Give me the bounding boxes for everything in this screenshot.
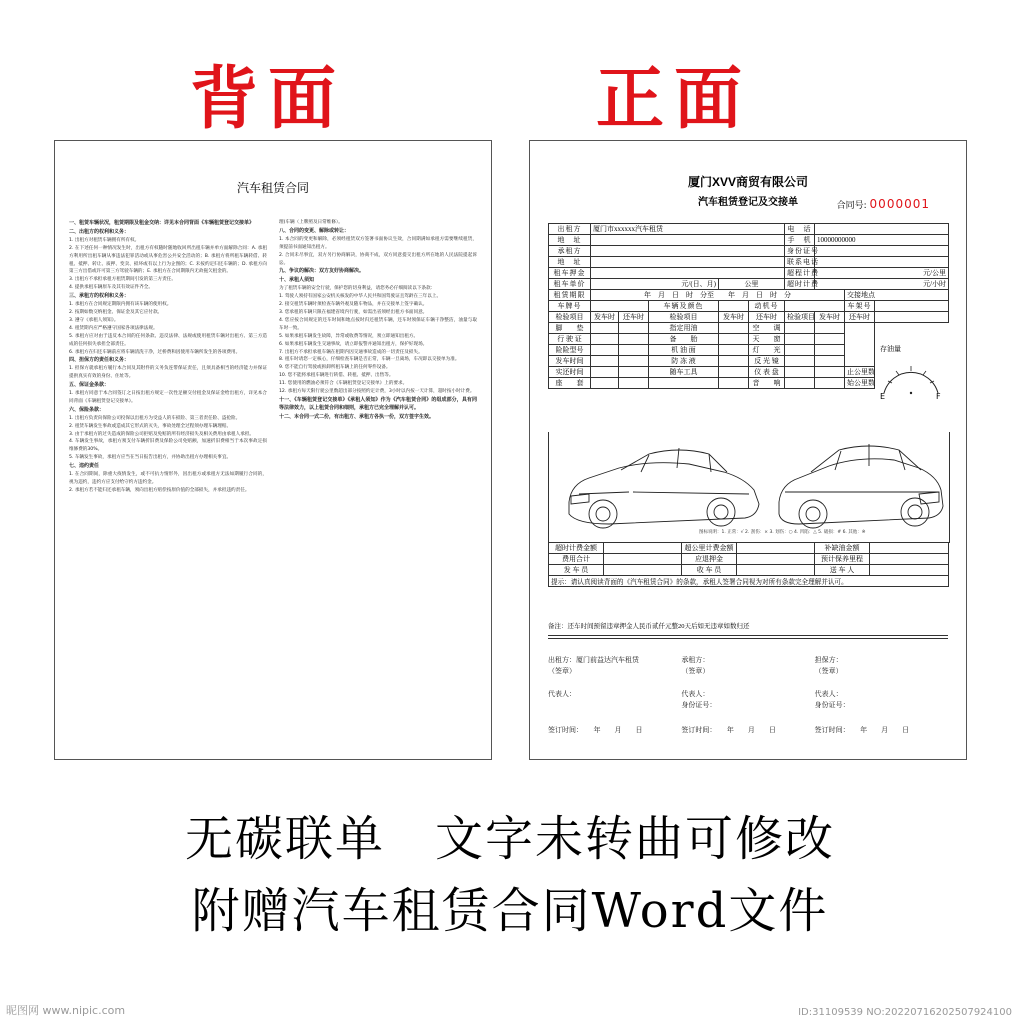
- contract-paragraph: 2. 承租方若不能归还承租车辆，须向出租方赔偿按原价值的全部损失，并承担违约责任。: [69, 487, 250, 493]
- contract-paragraph: 1. 承租方同意于本合同签订之日按出租方规定一次性足额交付租金及保证金给出租方，详见本合同背面《车辆租赁登记交接单》。: [69, 391, 267, 404]
- sign-date-label: 签订时间： 年 月 日: [548, 726, 643, 734]
- stamp-label: （签章）: [548, 667, 576, 675]
- stamp-label: （签章）: [814, 667, 843, 675]
- contract-right-column: [279, 219, 477, 747]
- check-items-header-1: 检验项目: [549, 312, 591, 323]
- contact-phone-label: 联系电话: [785, 257, 815, 268]
- contract-paragraph: 八、合同的变更、解除或转让：: [279, 227, 350, 234]
- check-item: 天 窗: [749, 334, 785, 345]
- representative-label: 代表人：: [681, 690, 710, 698]
- check-items-header-3: 检验项目: [785, 312, 815, 323]
- depart-header-1: 发车时: [591, 312, 619, 323]
- signature-guarantor: 担保方：: [814, 656, 843, 664]
- contract-paragraph: 九、争议的解决：双方友好协商解决。: [279, 268, 365, 275]
- contract-paragraph: 6. 承租方在归还车辆前应将车辆清洗干净，过桥费和因使用车辆所发生的各项费用。: [69, 349, 241, 355]
- car-diagram-area: [548, 432, 950, 543]
- address-label: 地 址: [549, 235, 591, 246]
- lessee-label: 承租方: [549, 246, 591, 257]
- back-side-label: 背面: [190, 60, 347, 139]
- contract-paragraph: 4. 租赁期内应严格遵守国家各项法律法规。: [69, 325, 158, 331]
- fee-table: [548, 542, 949, 587]
- contract-paragraph: 5. 车辆发生事故，承租方应当在当日报告出租方，并协助出租方办理相关事宜。: [69, 455, 232, 461]
- check-item: 行 驶 证: [549, 334, 591, 345]
- signature-lessee: 承租方：: [681, 656, 710, 664]
- contract-paragraph: 6. 如果承租车辆发生交通事故，请立即报警并通知出租方，保护好现场。: [279, 341, 428, 347]
- contract-paragraph: 4. 车辆发生事故，承租方须支付车辆折旧费及保险公司免赔额，加速折旧费相当于本次事故定损维修费的30%。: [69, 439, 267, 453]
- staff-label: 发 车 员: [549, 565, 604, 576]
- contract-paragraph: 一、租赁车辆状况，租赁期限及租金交纳：详见本合同背面《车辆租赁登记交接单》: [69, 220, 255, 226]
- contract-paragraph: 二、出租方的权利和义务：: [69, 228, 130, 235]
- lessor-label: 出租方: [549, 224, 591, 235]
- check-items-header-2: 检验项目: [649, 312, 719, 323]
- contract-paragraph: 十一、《车辆租赁登记交接单》《承租人须知》作为《汽车租赁合同》的组成部分，具有同等法律效力，以上租赁合同和细则，承租方已完全理解并认可。: [279, 396, 477, 411]
- plate-label: 车牌号: [549, 301, 591, 312]
- id-label: 身份证号: [785, 246, 815, 257]
- check-item: 实还时间: [549, 367, 591, 378]
- contract-paragraph: 10. 您不能将承租车辆进行转借、转租、抵押、出售等。: [279, 373, 394, 379]
- check-item: 机 油 面: [649, 345, 719, 356]
- contract-paragraph: 2. 合同未尽事宜，双方另行协商解决，协商不成，双方同意提交出租方所在地的人民法院提起诉讼。: [279, 252, 477, 266]
- contract-paragraph: 1. 出租方对租赁车辆拥有所有权。: [69, 237, 140, 243]
- contract-paragraph: 六、保险条款：: [69, 406, 105, 413]
- return-header-2: 还车时: [749, 312, 785, 323]
- check-item: 备 胎: [649, 334, 719, 345]
- start-km-label: 止公里数: [845, 367, 875, 378]
- over-km-label: 超程计费: [785, 268, 815, 279]
- representative-label: 代表人：: [814, 690, 843, 698]
- sign-date-label: 签订时间： 年 月 日: [681, 726, 776, 734]
- contract-paragraph: 2. 租赁车辆发生事故或造成其它形式的灭失，事故处理全过程须办理车辆理赔。: [69, 423, 232, 429]
- check-item: 脚 垫: [549, 323, 591, 334]
- id-number-row: [548, 700, 948, 710]
- contract-paragraph: 5. 如果承租车辆发生故障，异常或收费等情况，须立即通知出租方。: [279, 333, 419, 339]
- stamp-label: （签章）: [681, 667, 710, 675]
- remark-text: 备注：还车时间预留违章押金人民币贰仟元整20天后如无违章如数归还: [548, 623, 750, 630]
- check-item: 座 套: [549, 378, 591, 389]
- contract-number: [837, 197, 930, 211]
- contract-paragraph: 4. 提供承租车辆原车及其有效证件齐全。: [69, 285, 153, 291]
- fuel-gauge: [876, 341, 946, 401]
- contract-number-label: 合同号:: [836, 201, 867, 211]
- contract-paragraph: 3. 出租方不承担承租方租赁期间引发的第三方责任。: [69, 277, 176, 283]
- contract-back-sheet: [54, 140, 492, 760]
- contract-paragraph: 7. 出租方不承担承租车辆在租期内因交通事故造成的一切责任及损失。: [279, 349, 423, 355]
- contract-title: 汽车租赁合同: [236, 181, 309, 195]
- watermark-left: 昵图网 www.nipic.com: [6, 1004, 126, 1017]
- contract-paragraph: 11. 您使用的燃油必须符合《车辆租赁登记交接单》上的要求。: [279, 381, 408, 387]
- contract-paragraph: 1. 担保方就承租方履行本合同及其附件的义务负连带保证责任，且须具备相当的经济能力并保证提供真实有效的身份、住址等。: [69, 366, 267, 380]
- contract-paragraph: 2. 按期如数交纳租金、保证金及其它应付款。: [69, 309, 163, 315]
- deposit-label: 租车押金: [549, 268, 591, 279]
- check-item: 指定用油: [649, 323, 719, 334]
- signature-lessor: 出租方：厦门前益达汽车租赁: [548, 656, 639, 664]
- slogan-line-1: 无碳联单 文字未转曲可修改: [184, 811, 835, 867]
- address2-label: 地 址: [549, 257, 591, 268]
- contract-paragraph: 2. 在下述任何一种情况发生时，出租方有权随时随地收回所出租车辆并单方面解除合同：A. 承租方利用所出租车辆从事违法犯罪活动或从事危害公共安全活动的；B. 承租方将所租车辆转借、转租、抵押、转让、质押、变卖、损坏或有以上行为企图的；C. 未按约定归还车辆的；D. 承租方向第三方出借或许可第三方驾驶车辆的；E. 承租方在合同期限内无故拖欠租金的。: [69, 245, 267, 275]
- mobile-value: 10000000000: [815, 235, 949, 246]
- phone-label: 电 话: [785, 224, 815, 235]
- check-item: 音 响: [749, 378, 785, 389]
- mobile-label: 手 机: [785, 235, 815, 246]
- fee-label: 补缺油金额: [815, 543, 870, 554]
- fee-label: 超公里计费金额: [682, 543, 737, 554]
- slogan-line-2: 附赠汽车租赁合同Word文件: [191, 883, 829, 939]
- check-item: 仪 表 盘: [749, 367, 785, 378]
- brand-color-label: 车辆及颜色: [649, 301, 719, 312]
- frame-label: 车架号: [845, 301, 875, 312]
- contract-paragraph: 3. 遵守《承租人须知》。: [69, 317, 119, 323]
- contract-paragraph: 1. 本合同的变更和解除，必须经租赁双方签署书面协议生效，合同期满如承租方需要继续租赁，须提前书面通知出租方。: [279, 236, 477, 250]
- front-side-label: 正面: [596, 60, 753, 139]
- lessor-value: 厦门市xxxxxx汽车租赁: [591, 224, 785, 235]
- id-number-label: 身份证号：: [681, 701, 717, 709]
- contract-paragraph: 七、违约责任: [69, 463, 100, 470]
- id-number-label: 身份证号：: [814, 701, 850, 709]
- check-item: 发车时间: [549, 356, 591, 367]
- check-item: 空 调: [749, 323, 785, 334]
- contract-paragraph: 十、承租人须知: [279, 277, 315, 284]
- depart-header-2: 发车时: [719, 312, 749, 323]
- return-header-1: 还车时: [619, 312, 649, 323]
- over-time-unit: 元/小时: [815, 279, 949, 290]
- contract-paragraph: 4. 您应按合同规定的还车时间和地点按时归还租赁车辆，还车时须保证车辆干净整洁，油量与取车时一致。: [279, 317, 477, 331]
- depart-header-3: 发车时: [815, 312, 845, 323]
- contract-paragraph: 理)车辆（上牌照及日常维修）。: [279, 220, 343, 225]
- fee-label: 预计保养里程: [815, 554, 870, 565]
- contract-paragraph: 12. 承租方每天限行驶公里数超出部分按照约定计费，3小时以内按一天计算，超时按小时计费。: [279, 389, 475, 395]
- fee-label: 费用合计: [549, 554, 604, 565]
- registration-front-sheet: [529, 140, 967, 760]
- check-item: 险险型号: [549, 345, 591, 356]
- contract-paragraph: 8. 租车时请您一定核心，仔细检查车辆是否正常，车辆一旦离场，车况即以交接单为准。: [279, 357, 460, 363]
- representative-label: 代表人：: [548, 690, 576, 698]
- contract-paragraph: 3. 您承租的车辆只限在福建省境内行驶，如需出省须经出租方书面同意。: [279, 309, 428, 315]
- unit-price-value: 元/(日、月): [591, 279, 719, 290]
- staff-label: 送 车 人: [815, 565, 870, 576]
- contract-paragraph: 1. 在合同期间，除重大疫情发生，或不可抗力情形外，因出租方或承租方无法如期履行合同的，视为违约，违约方应支付给守约方违约金。: [69, 472, 267, 485]
- unit-price-label: 租车单价: [549, 279, 591, 290]
- company-name: 厦门XVV商贸有限公司: [687, 175, 808, 189]
- fuel-level-cell: [875, 312, 949, 323]
- notice-text: 提示：请认真阅读背面的《汽车租赁合同》的条款，承租人签署合同视为对所有条款完全理解并认可。: [549, 576, 949, 587]
- staff-label: 收 车 员: [682, 565, 737, 576]
- contract-paragraph: 1. 驾驶人须持有国家公安机关核发的中华人民共和国驾驶证且驾龄在三年以上。: [279, 294, 442, 300]
- over-time-label: 超时计费: [785, 279, 815, 290]
- contract-paragraph: 9. 您不能自行驾驶或拆卸所租车辆上的任何零件设备。: [279, 365, 391, 371]
- contract-left-column: [69, 219, 267, 747]
- form-subtitle: 汽车租赁登记及交接单: [698, 197, 798, 208]
- over-km-unit: 元/公里: [815, 268, 949, 279]
- sign-date-label: 签订时间： 年 月 日: [814, 726, 910, 734]
- contract-paragraph: 1. 出租方负责向保险公司投保以出租方为受益人的车损险、第三者责任险、盗抢险。: [69, 415, 241, 421]
- fuel-empty-mark: E: [880, 392, 886, 401]
- fuel-full-mark: F: [936, 392, 941, 401]
- contract-paragraph: 3. 由于承租方的过失造成的保险公司拒赔及免赔的所有经济损失及相关费用由承租人承担。: [69, 431, 255, 437]
- check-item: 随车工具: [649, 367, 719, 378]
- id-number-label: [548, 700, 681, 710]
- contract-paragraph: 三、承租方的权利和义务：: [69, 293, 130, 300]
- contract-paragraph: 1. 承租方在合同规定期限内拥有该车辆的使用权。: [69, 302, 172, 308]
- km-label: 公里: [719, 279, 785, 290]
- fee-label: 超时计费金额: [549, 543, 604, 554]
- representative-row: [548, 689, 948, 699]
- check-item: 防 冻 液: [649, 356, 719, 367]
- fee-label: 应退押金: [682, 554, 737, 565]
- contract-paragraph: 十二、本合同一式二份，有出租方、承租方各执一份，双方签字生效。: [279, 413, 435, 420]
- date-row: [548, 725, 948, 735]
- contract-paragraph: 四、担保方的责任和义务：: [69, 357, 130, 364]
- handover-label: 交接地点: [845, 290, 949, 301]
- watermark-right: ID:31109539 NO:20220716202507924100: [798, 1007, 1012, 1018]
- check-item: 灯 光: [749, 345, 785, 356]
- lease-period-label: 租赁期限: [549, 290, 591, 301]
- damage-legend: 图标说明：1. 正常：√ 2. 刮伤：× 3. 划伤：○ 4. 凹陷：△ 5. 破损：# 6. 其他：※: [699, 530, 866, 535]
- return-header-3: 还车时: [845, 312, 875, 323]
- contract-paragraph: 为了租赁车辆的安全行驶，保护您的切身利益，请您务必仔细阅读以下条款：: [279, 286, 436, 292]
- car-outline-drawings: [549, 432, 949, 542]
- signature-row: [548, 655, 948, 665]
- engine-label: 动机号: [749, 301, 785, 312]
- lease-period-value: 年 月 日 时 分至 年 月 日 时 分: [591, 290, 845, 301]
- fuel-label: 存油量: [880, 345, 901, 353]
- contract-paragraph: 2. 接交租赁车辆时须检查车辆外观及随车物品，并在交接单上签字确认。: [279, 302, 428, 308]
- contract-number-value: 0000001: [869, 197, 930, 211]
- end-km-label: 始公里数: [845, 378, 875, 389]
- contract-paragraph: 五、保证金条款：: [69, 382, 110, 389]
- contract-paragraph: 5. 承租方应对由于违反本合同的任何条款、违反法律、法规或使用租赁车辆对出租方、第三方造成的任何损失承担全部责任。: [69, 333, 267, 347]
- check-item: 反 光 镜: [749, 356, 785, 367]
- stamp-row: [548, 666, 948, 676]
